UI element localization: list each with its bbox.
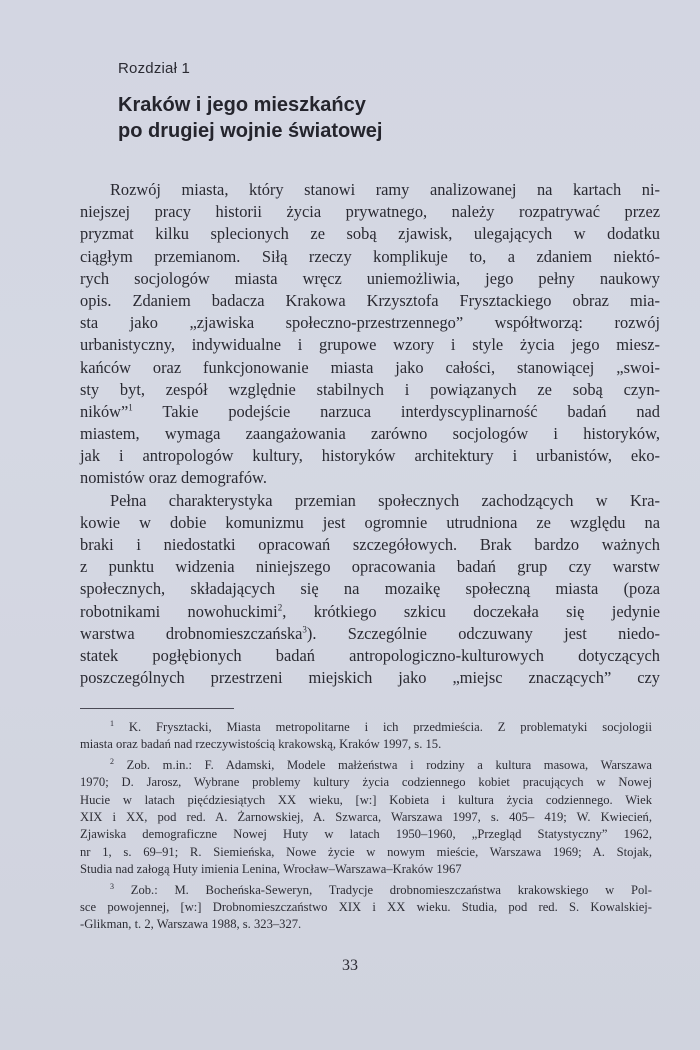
text-line xyxy=(80,623,660,645)
text-line: społecznych, składających się na mozaikę społeczną miasta (poza xyxy=(80,579,660,599)
text-line: niejszej pracy historii życia prywatnego, należy rozpatrywać przez xyxy=(80,202,660,222)
text-fragment: warstwa drobnomieszczańska xyxy=(80,623,303,643)
text-line: Pełna charakterystyka przemian społecznych zachodzących w Kra- xyxy=(110,490,660,510)
footnote-line: sce powojennej, [w:] Drobnomieszczaństwo XIX i XX wieku. Studia, pod red. S. Kowalskiej- xyxy=(80,899,652,914)
text-line: kowie w dobie komunizmu jest ogromnie utrudniona ze względu na xyxy=(80,512,660,532)
text-line: rych socjologów miasta wręcz uniemożliwia, jego pełny naukowy xyxy=(80,268,660,288)
footnote-ref[interactable]: 1 xyxy=(128,402,133,413)
text-fragment: Takie podejście narzuca interdyscyplinarność badań nad xyxy=(132,401,660,421)
footnotes xyxy=(80,719,652,937)
footnote-line: 1970; D. Jarosz, Wybrane problemy kultury życia codziennego kobiet pracujących w Nowej xyxy=(80,775,652,790)
text-line: ciągłym przemianom. Siłą rzeczy komplikuje to, a zdaniem niektó- xyxy=(80,246,660,266)
footnote-separator xyxy=(80,708,234,709)
paragraph xyxy=(80,490,660,690)
text-line: sta jako „zjawiska społeczno-przestrzennego” współtworzą: rozwój xyxy=(80,313,660,333)
text-line: miastem, wymaga zaangażowania zarówno socjologów i historyków, xyxy=(80,424,660,444)
text-fragment: ników” xyxy=(80,401,129,421)
text-fragment: Zob.: M. Bocheńska-Seweryn, Tradycje drobnomieszczaństwa krakowskiego w Pol- xyxy=(130,882,652,897)
text-fragment: Zob. m.in.: F. Adamski, Modele małżeństwa i rodziny a kultura masowa, Warszawa xyxy=(126,757,652,772)
footnote-ref[interactable]: 3 xyxy=(302,624,307,635)
footnote-line xyxy=(80,882,652,899)
chapter-title-line: po drugiej wojnie światowej xyxy=(118,120,383,142)
chapter-title xyxy=(118,92,598,144)
text-line: Rozwój miasta, który stanowi ramy analizowanej na kartach ni- xyxy=(110,180,660,199)
footnote-ref[interactable]: 2 xyxy=(277,602,283,613)
text-line: braki i niedostatki opracowań szczegółowych. Brak bardzo ważnych xyxy=(80,535,660,554)
text-line: sty byt, zespół względnie stabilnych i powiązanych ze sobą czyn- xyxy=(80,379,660,399)
text-line: jak i antropologów kultury, historyków architektury i urbanistów, eko- xyxy=(80,446,660,466)
footnote-line: nr 1, s. 69–91; R. Siemieńska, Nowe życie w nowym mieście, Warszawa 1969; A. Stojak, xyxy=(80,844,652,859)
footnote-line xyxy=(80,719,652,736)
body-text xyxy=(80,179,660,689)
footnote-line: Studia nad załogą Huty imienia Lenina, Wrocław–Warszawa–Kraków 1967 xyxy=(80,862,462,877)
footnote-number: 1 xyxy=(110,718,114,728)
footnote-line: XIX i XX, pod red. A. Żarnowskiej, A. Szwarca, Warszawa 1997, s. 405– 419; W. Kwiecień, xyxy=(80,809,652,824)
text-line xyxy=(80,601,660,623)
text-fragment: , krótkiego szkicu doczekała się jedynie xyxy=(282,601,661,621)
footnote-line: -Glikman, t. 2, Warszawa 1988, s. 323–327. xyxy=(80,917,302,932)
text-line: nomistów oraz demografów. xyxy=(80,468,267,488)
text-line: kańców oraz funkcjonowanie miasta jako całości, stanowiącej „swoi- xyxy=(80,357,660,377)
footnote-line: Hucie w latach pięćdziesiątych XX wieku, [w:] Kobieta i kultura życia codziennego. Wiek xyxy=(80,792,652,807)
footnote-line: miasta oraz badań nad rzeczywistością krakowską, Kraków 1997, s. 15. xyxy=(80,737,442,752)
chapter-label: Rozdział 1 xyxy=(118,60,191,77)
footnote-number: 2 xyxy=(110,756,114,766)
text-line: z punktu widzenia niniejszego opracowania badań grup czy warstw xyxy=(80,557,660,577)
text-line: opis. Zdaniem badacza Krakowa Krzysztofa Frysztackiego obraz mia- xyxy=(80,290,660,310)
text-fragment: ). Szczególnie odczuwany jest niedo- xyxy=(306,623,660,643)
text-line: pryzmat kilku splecionych ze sobą zjawisk, ulegających w dodatku xyxy=(80,224,660,244)
text-fragment: K. Frysztacki, Miasta metropolitarne i ich przedmieścia. Z problematyki socjologii xyxy=(128,720,652,734)
text-line: urbanistyczny, indywidualne i grupowe wzory i style życia jego miesz- xyxy=(80,335,660,355)
page-number: 33 xyxy=(342,957,358,974)
footnote xyxy=(80,757,652,879)
text-fragment: robotnikami nowohuckimi xyxy=(80,601,278,621)
text-line: poszczególnych przestrzeni miejskich jako „miejsc znaczących” czy xyxy=(80,668,660,688)
footnote-number: 3 xyxy=(110,881,114,891)
footnote xyxy=(80,882,652,934)
text-line xyxy=(80,401,660,423)
chapter-title-line: Kraków i jego mieszkańcy xyxy=(118,94,366,116)
footnote-line: Zjawiska demograficzne Nowej Huty w latach 1950–1960, „Przegląd Statystyczny” 1962, xyxy=(80,827,652,842)
footnote xyxy=(80,719,652,754)
text-line: statek pogłębionych badań antropologiczno-kulturowych dotyczących xyxy=(80,645,660,665)
footnote-line xyxy=(80,757,652,774)
paragraph xyxy=(80,179,660,490)
